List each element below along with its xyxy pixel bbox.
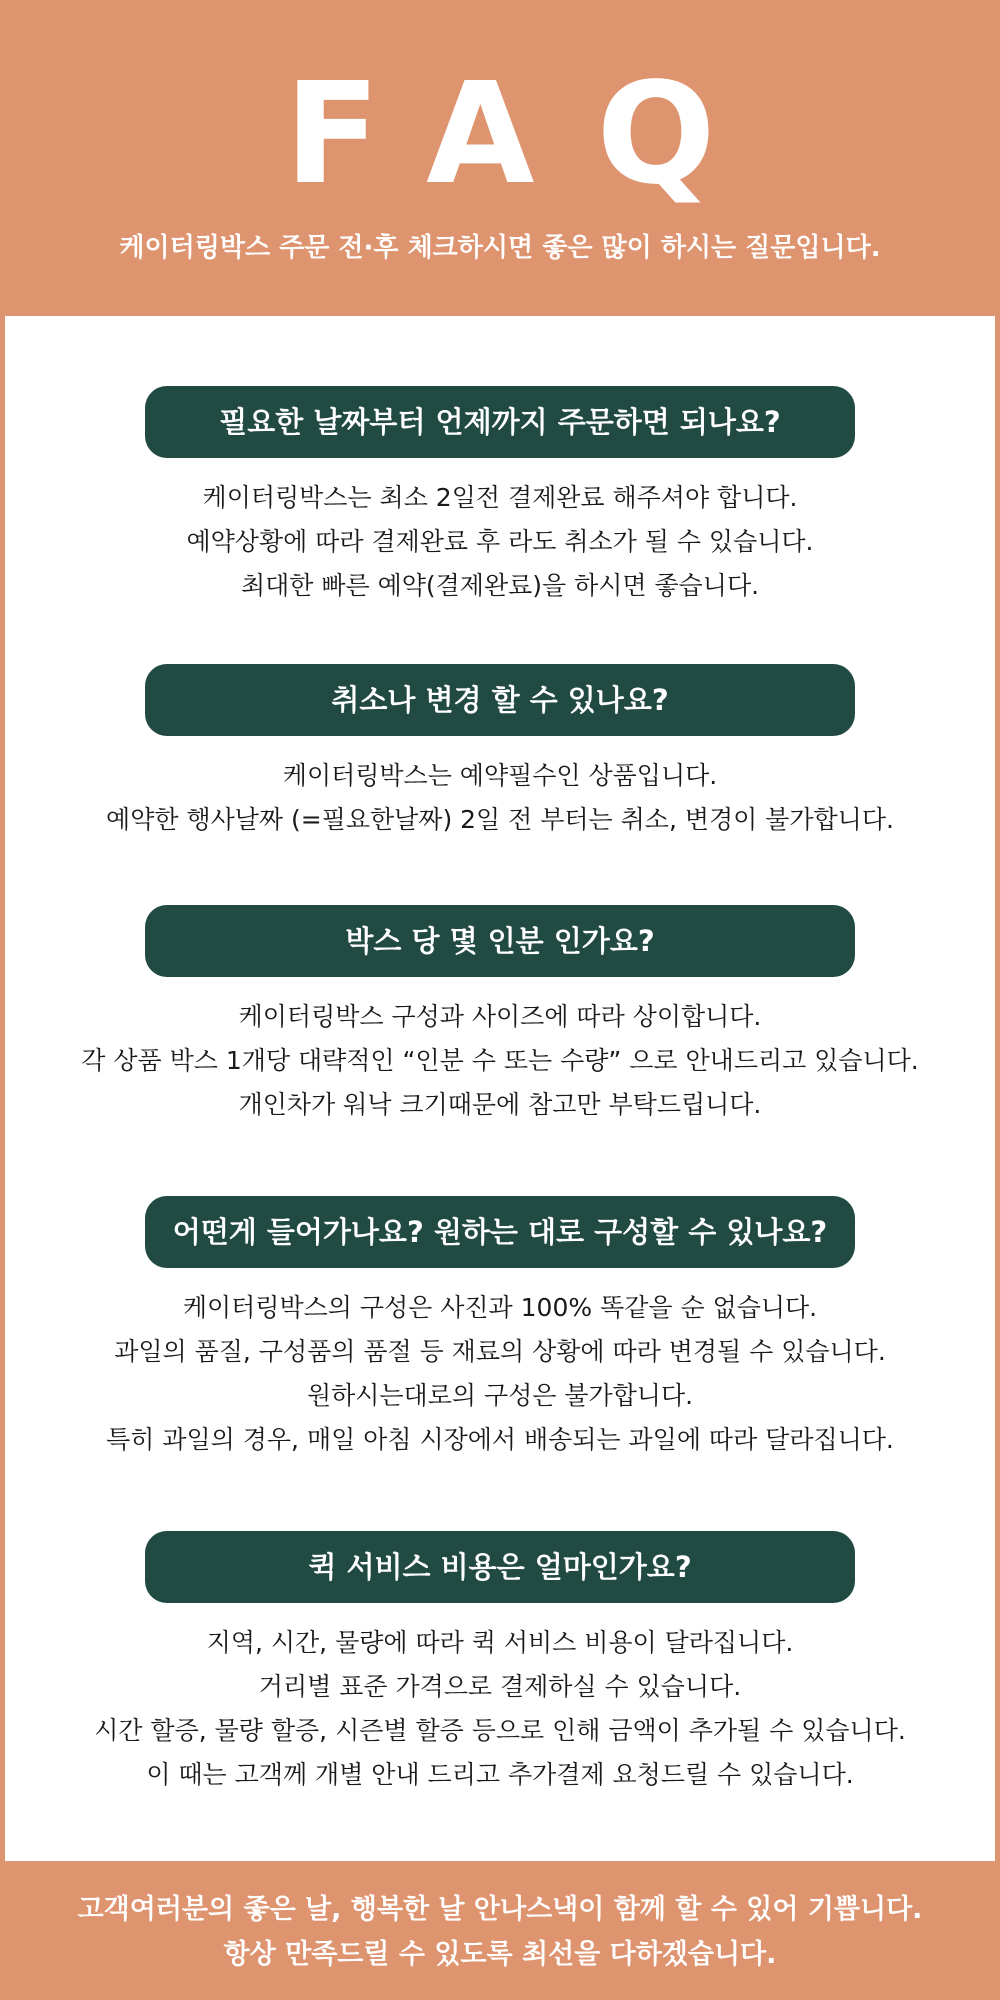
footer-line: 항상 만족드릴 수 있도록 최선을 다하겠습니다.	[223, 1939, 777, 1970]
answer-line: 최대한 빠른 예약(결제완료)을 하시면 좋습니다.	[240, 571, 760, 600]
faq-question: 퀵 서비스 비용은 얼마인가요?	[145, 1531, 855, 1603]
answer-line: 특히 과일의 경우, 매일 아침 시장에서 배송되는 과일에 따라 달라집니다.	[106, 1425, 894, 1454]
header-banner	[0, 0, 1000, 316]
page-title: FAQ	[284, 53, 778, 216]
footer-line: 고객여러분의 좋은 날, 행복한 날 안나스낵이 함께 할 수 있어 기쁩니다.	[77, 1894, 923, 1925]
answer-line: 각 상품 박스 1개당 대략적인 “인분 수 또는 수량” 으로 안내드리고 있습니다.	[81, 1046, 919, 1075]
faq-answer	[5, 476, 995, 608]
answer-line: 케이터링박스의 구성은 사진과 100% 똑같을 순 없습니다.	[182, 1293, 818, 1322]
faq-answer	[5, 1621, 995, 1797]
answer-line: 케이터링박스는 최소 2일전 결제완료 해주셔야 합니다.	[202, 483, 798, 512]
faq-answer	[5, 754, 995, 842]
footer-message	[0, 1887, 1000, 1977]
faq-answer	[5, 1286, 995, 1462]
answer-line: 예약한 행사날짜 (=필요한날짜) 2일 전 부터는 취소, 변경이 불가합니다.	[106, 805, 894, 834]
footer-banner	[0, 1861, 1000, 2000]
faq-question: 박스 당 몇 인분 인가요?	[145, 905, 855, 977]
faq-question: 어떤게 들어가나요? 원하는 대로 구성할 수 있나요?	[145, 1196, 855, 1268]
answer-line: 개인차가 워낙 크기때문에 참고만 부탁드립니다.	[238, 1090, 762, 1119]
faq-answer	[5, 995, 995, 1127]
answer-line: 케이터링박스는 예약필수인 상품입니다.	[282, 761, 718, 790]
faq-question: 필요한 날짜부터 언제까지 주문하면 되나요?	[145, 386, 855, 458]
answer-line: 예약상황에 따라 결제완료 후 라도 취소가 될 수 있습니다.	[186, 527, 814, 556]
answer-line: 과일의 품질, 구성품의 품절 등 재료의 상황에 따라 변경될 수 있습니다.	[114, 1337, 886, 1366]
answer-line: 지역, 시간, 물량에 따라 퀵 서비스 비용이 달라집니다.	[206, 1628, 794, 1657]
answer-line: 거리별 표준 가격으로 결제하실 수 있습니다.	[258, 1672, 742, 1701]
answer-line: 케이터링박스 구성과 사이즈에 따라 상이합니다.	[238, 1002, 762, 1031]
faq-panel	[5, 316, 995, 1861]
answer-line: 시간 할증, 물량 할증, 시즌별 할증 등으로 인해 금액이 추가될 수 있습니다.	[94, 1716, 906, 1745]
header-subtitle: 케이터링박스 주문 전·후 체크하시면 좋은 많이 하시는 질문입니다.	[119, 233, 881, 263]
answer-line: 이 때는 고객께 개별 안내 드리고 추가결제 요청드릴 수 있습니다.	[146, 1760, 854, 1789]
answer-line: 원하시는대로의 구성은 불가합니다.	[306, 1381, 694, 1410]
faq-question: 취소나 변경 할 수 있나요?	[145, 664, 855, 736]
